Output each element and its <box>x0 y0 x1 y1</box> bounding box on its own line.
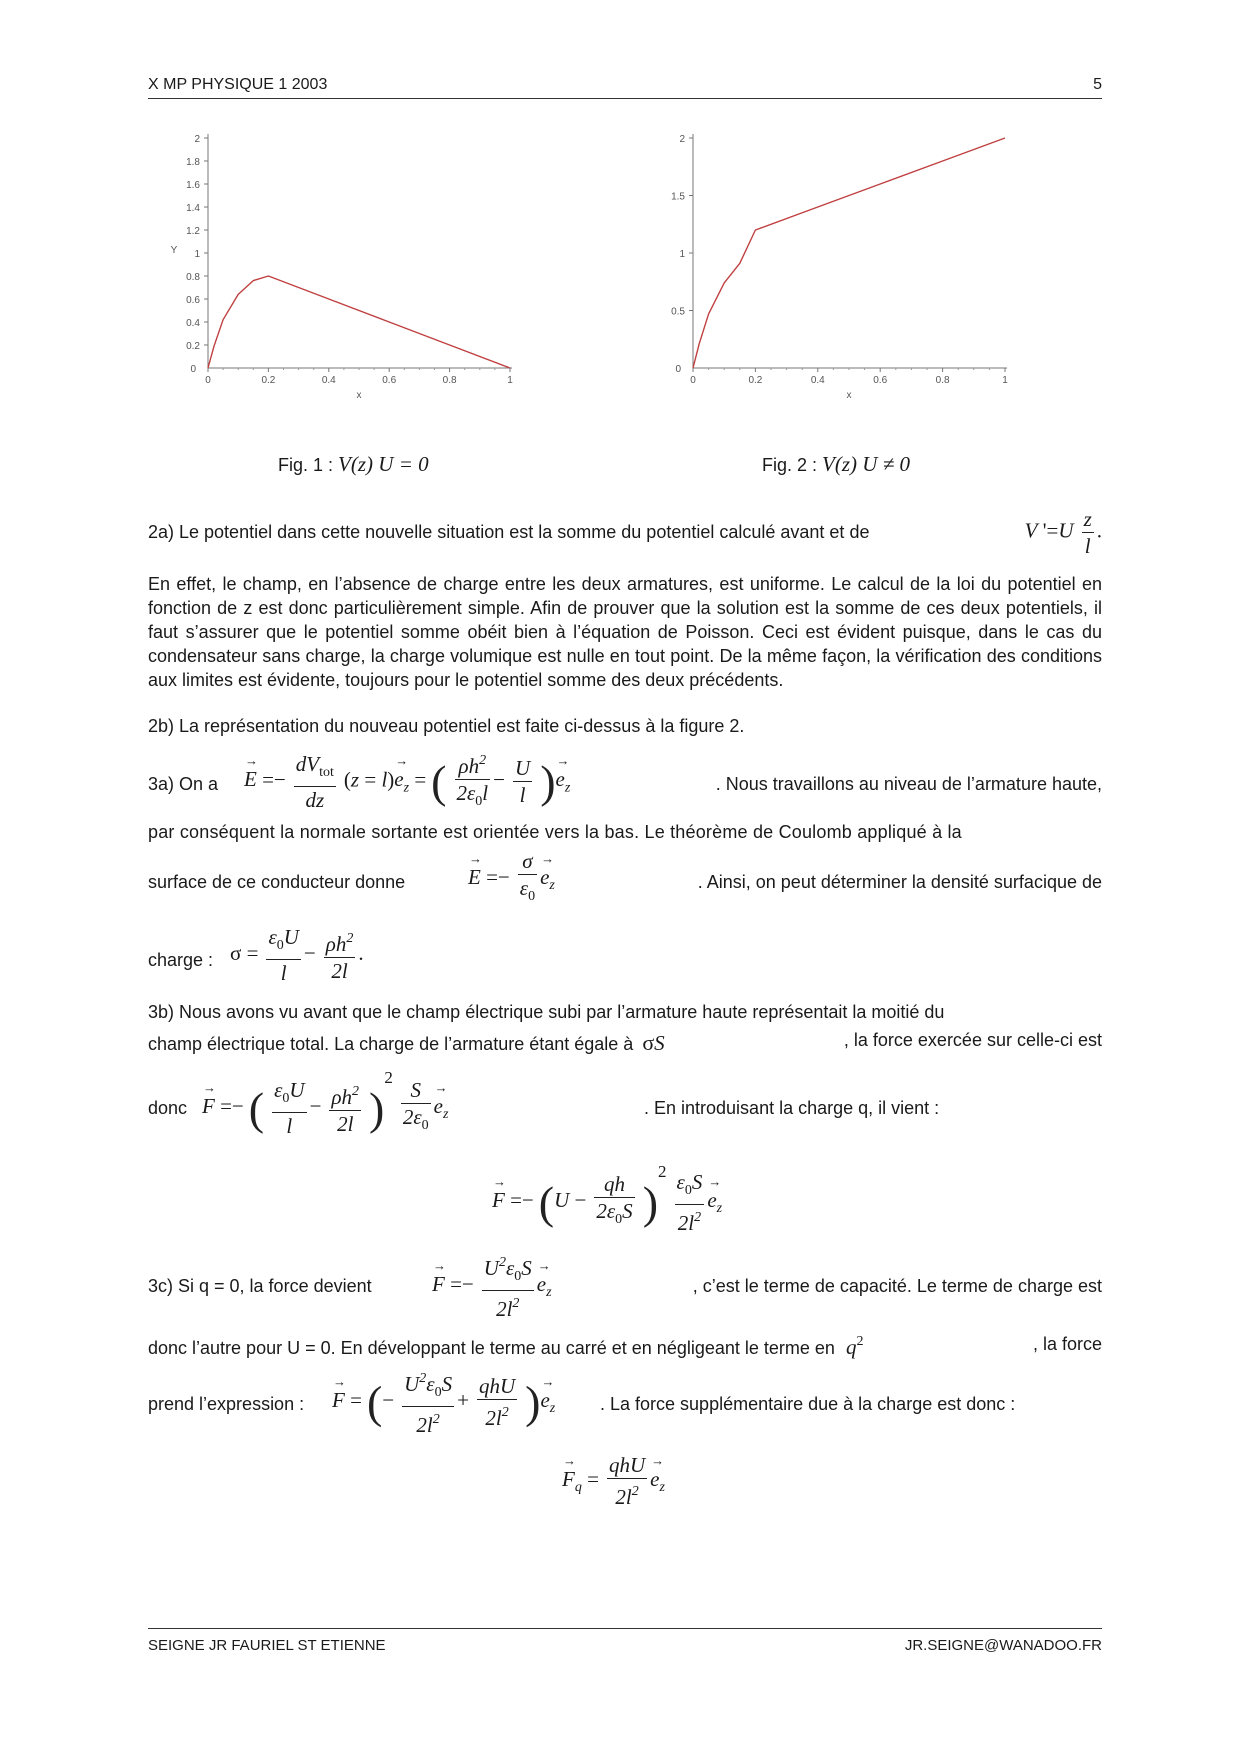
origin-label: 0 <box>190 364 196 375</box>
y-tick-label: 1.6 <box>186 180 200 191</box>
p2b: 2b) La représentation du nouveau potentiel est faite ci-dessus à la figure 2. <box>148 716 745 736</box>
page-footer <box>148 1628 1102 1655</box>
p3a-l3-end: . Ainsi, on peut déterminer la densité surfacique de <box>697 872 1102 892</box>
x-tick-label: 0.4 <box>810 375 825 386</box>
x-tick-label: 0.2 <box>261 375 276 386</box>
y-tick-label: 1.5 <box>671 191 685 203</box>
figure-1-caption <box>278 452 429 477</box>
y-tick-label: 1.8 <box>186 157 200 168</box>
x-tick-label: 0.6 <box>382 375 397 386</box>
y-axis-label: Y <box>170 245 178 256</box>
page-header <box>148 74 1102 99</box>
chart-1 <box>170 128 570 401</box>
fq-formula-line <box>148 1452 1102 1522</box>
x-tick-label: 0.2 <box>748 375 763 386</box>
p3a-line3 <box>148 848 1102 912</box>
series-line <box>693 138 1005 368</box>
x-tick-label: 0.8 <box>935 375 950 386</box>
field-formula-1: → E =− $\frac{dV_{tot}}{dz}$ $(z = l)\to e_z$ = ( $\frac{\rho h^2}{2\varepsilon_0l}$ − $\frac{U}{l}$ )→ $e_z$ <box>244 748 570 815</box>
force-formula-2: → F =− (U − $\frac{qh}{2\varepsilon_0S}$ )2 $\frac{\varepsilon_0S}{2l^2}$ → $e_z$ <box>492 1162 722 1236</box>
p3c-l3-end: . La force supplémentaire due à la charge est donc : <box>600 1394 1016 1414</box>
p3b-donc: donc <box>148 1098 188 1118</box>
charge-line <box>148 924 1102 988</box>
figure-2 <box>665 128 1065 401</box>
coulomb-formula: → E =− $\frac{\sigma}{\varepsilon_0}$ → $e_z$ <box>468 848 555 910</box>
charge-label: charge : <box>148 950 214 970</box>
y-tick-label: 0.5 <box>671 306 685 318</box>
x-tick-label: 0.8 <box>442 375 457 386</box>
p3c-l2-end: , la force <box>1032 1334 1102 1354</box>
y-tick-label: 0.6 <box>186 295 200 306</box>
vprime-formula: V '=U $\frac{z}{l}$ . <box>1024 507 1102 558</box>
p3b-line1: 3b) Nous avons vu avant que le champ électrique subi par l’armature haute représentait la moitié du <box>148 1002 945 1022</box>
y-tick-label: 1 <box>194 249 200 260</box>
figure-2-caption <box>762 452 910 477</box>
x-tick-label: 1 <box>507 375 513 386</box>
expanded-force-formula: → F = (− $\frac{U^2\varepsilon_0S}{2l^2}$ + $\frac{\text{qhU}}{2l^2}$ )→ $e_z$ <box>332 1366 555 1438</box>
p3c-line3 <box>148 1364 1102 1438</box>
x-tick-label: 0 <box>690 375 696 386</box>
p2a-start: 2a) Le potentiel dans cette nouvelle situation est la somme du potentiel calculé avant et de <box>148 522 870 542</box>
p3b-after: . En introduisant la charge q, il vient : <box>644 1098 940 1118</box>
footer-email: JR.SEIGNE@WANADOO.FR <box>904 1637 1102 1654</box>
p2a-line1 <box>148 507 1102 558</box>
p3b-line2: champ électrique total. La charge de l’armature étant égale à σS , la force exercée sur celle-ci est <box>148 1030 1102 1055</box>
p3c-l2-start: donc l’autre pour U = 0. En développant le terme au carré et en négligeant le terme en <box>148 1338 835 1358</box>
y-tick-label: 1 <box>679 249 685 260</box>
x-tick-label: 0.4 <box>321 375 336 386</box>
y-tick-label: 0.2 <box>186 341 200 352</box>
p3a-end: . Nous travaillons au niveau de l’armature haute, <box>715 774 1102 794</box>
p3c-end: , c’est le terme de capacité. Le terme de charge est <box>692 1276 1102 1296</box>
fig2-expression: V(z) U ≠ 0 <box>822 452 910 476</box>
y-tick-label: 2 <box>194 134 200 145</box>
fig1-expression: V(z) U = 0 <box>338 452 429 476</box>
x-axis-label: x <box>356 390 362 401</box>
x-tick-label: 0.6 <box>873 375 888 386</box>
capacity-force-formula: → F =− $\frac{U^2\varepsilon_0S}{2l^2}$ → $e_z$ <box>432 1250 552 1322</box>
p3a-line2: par conséquent la normale sortante est orientée vers la bas. Le théorème de Coulomb appliqué à la <box>148 822 962 842</box>
sigma-formula: σ = $\frac{\varepsilon_0U}{l}$ − $\frac{\rho h^2}{2l}$ . <box>230 925 364 985</box>
p3c-start: 3c) Si q = 0, la force devient <box>148 1276 372 1296</box>
x-axis-label: x <box>846 390 852 401</box>
x-tick-label: 1 <box>1002 375 1008 386</box>
y-tick-label: 0.4 <box>186 318 200 329</box>
fig2-label: Fig. 2 : <box>762 455 818 475</box>
page-number: 5 <box>1093 76 1102 93</box>
y-tick-label: 1.4 <box>186 203 200 214</box>
charge-force-formula: → $F_q$ = $\frac{\text{qhU}}{2l^2}$ → $e_z$ <box>562 1452 665 1510</box>
p3a-start: 3a) On a <box>148 774 219 794</box>
p3a-l3-start: surface de ce conducteur donne <box>148 872 406 892</box>
header-title: X MP PHYSIQUE 1 2003 <box>148 76 328 93</box>
series-line <box>208 276 510 368</box>
figure-1 <box>170 128 570 401</box>
origin-label: 0 <box>675 364 681 375</box>
y-tick-label: 2 <box>679 134 685 145</box>
y-tick-label: 0.8 <box>186 272 200 283</box>
p3c-line1 <box>148 1250 1102 1321</box>
p2a-body: En effet, le champ, en l’absence de charge entre les deux armatures, est uniforme. Le calcul de la loi du potentiel en fonction de z est donc particulièrement simple. Afin de prouver que la solution est la somme de ces deux potentiels, il faut s’assurer que le potentiel somme obéit bien à l’équation de Poisson. Ceci est évident puisque, dans le cas du condensateur sans charge, la charge volumique est nulle en tout point. De la même façon, la vérification des conditions aux limites est évidente, toujours pour le potentiel somme des deux précédents. <box>148 574 1102 690</box>
footer-author: SEIGNE JR FAURIEL ST ETIENNE <box>148 1637 386 1654</box>
p3b-line3 <box>148 1064 1102 1144</box>
p3b-l2-start: champ électrique total. La charge de l’armature étant égale à <box>148 1034 634 1054</box>
p3c-l3-start: prend l’expression : <box>148 1394 305 1414</box>
p3c-line2: donc l’autre pour U = 0. En développant le terme au carré et en négligeant le terme en $q^2$ , la force <box>148 1334 1102 1359</box>
chart-2 <box>665 128 1065 401</box>
p3a-line1 <box>148 748 1102 820</box>
fig1-label: Fig. 1 : <box>278 455 334 475</box>
y-tick-label: 1.2 <box>186 226 200 237</box>
force-formula-2-line <box>148 1162 1102 1242</box>
p3b-l2-end: , la force exercée sur celle-ci est <box>843 1030 1102 1050</box>
x-tick-label: 0 <box>205 375 211 386</box>
force-formula-1: → F =− ( $\frac{\varepsilon_0U}{l}$ − $\frac{\rho h^2}{2l}$ )2 $\frac{S}{2\varepsilon_0}$ → $e_z$ <box>202 1068 448 1139</box>
